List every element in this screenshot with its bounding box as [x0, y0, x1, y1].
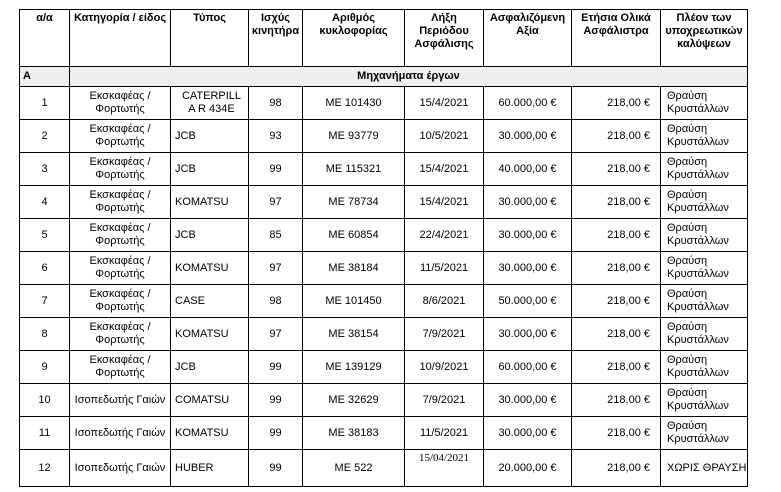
header-aa: α/α [20, 10, 70, 67]
cell-expiry: 15/4/2021 [405, 153, 484, 186]
cell-type [171, 186, 249, 219]
cell-type-line1: COMATSU [175, 393, 230, 406]
table-row [20, 120, 748, 153]
cell-expiry: 11/5/2021 [405, 417, 484, 450]
cell-power: 99 [249, 384, 303, 417]
cell-insured-value: 30.000,00 € [484, 252, 572, 285]
cell-type [171, 252, 249, 285]
cell-insured-value: 50.000,00 € [484, 285, 572, 318]
cell-plate: ΜΕ 38154 [303, 318, 405, 351]
cell-aa: 2 [20, 120, 70, 153]
header-power: Ισχύς κινητήρα [249, 10, 303, 67]
cell-type [171, 450, 249, 487]
cell-extra-coverage: Θραύση Κρυστάλλων [661, 417, 748, 450]
cell-aa: 8 [20, 318, 70, 351]
cell-insured-value: 30.000,00 € [484, 186, 572, 219]
cell-plate: ΜΕ 139129 [303, 351, 405, 384]
cell-expiry: 10/9/2021 [405, 351, 484, 384]
cell-extra-coverage: Θραύση Κρυστάλλων [661, 384, 748, 417]
cell-aa: 11 [20, 417, 70, 450]
cell-type-line1: KOMATSU [175, 426, 229, 439]
cell-type [171, 417, 249, 450]
cell-premium: 218,00 € [572, 87, 661, 120]
cell-type [171, 351, 249, 384]
cell-plate: ΜΕ 38184 [303, 252, 405, 285]
table-row [20, 384, 748, 417]
cell-extra-coverage: Θραύση Κρυστάλλων [661, 285, 748, 318]
cell-expiry: 7/9/2021 [405, 318, 484, 351]
cell-plate: ΜΕ 101450 [303, 285, 405, 318]
cell-extra-coverage: Θραύση Κρυστάλλων [661, 153, 748, 186]
table-row [20, 219, 748, 252]
cell-type-line1: JCB [175, 360, 196, 373]
cell-power: 97 [249, 252, 303, 285]
cell-power: 97 [249, 186, 303, 219]
cell-power: 99 [249, 417, 303, 450]
cell-extra-coverage: Θραύση Κρυστάλλων [661, 318, 748, 351]
cell-extra-coverage: Θραύση Κρυστάλλων [661, 219, 748, 252]
insurance-table [19, 9, 748, 487]
cell-category: Εκσκαφέας / Φορτωτής [70, 186, 171, 219]
cell-power: 99 [249, 153, 303, 186]
header-plate: Αριθμός κυκλοφορίας [303, 10, 405, 67]
cell-insured-value: 40.000,00 € [484, 153, 572, 186]
cell-premium: 218,00 € [572, 417, 661, 450]
cell-power: 93 [249, 120, 303, 153]
cell-premium: 218,00 € [572, 153, 661, 186]
cell-insured-value: 30.000,00 € [484, 318, 572, 351]
cell-power: 98 [249, 87, 303, 120]
cell-aa: 10 [20, 384, 70, 417]
cell-aa: 1 [20, 87, 70, 120]
cell-type [171, 285, 249, 318]
cell-category: Εκσκαφέας / Φορτωτής [70, 252, 171, 285]
table-row [20, 450, 748, 487]
table-row [20, 87, 748, 120]
group-row [20, 67, 748, 87]
cell-plate: ΜΕ 32629 [303, 384, 405, 417]
cell-plate: ΜΕ 38183 [303, 417, 405, 450]
cell-category: Εκσκαφέας / Φορτωτής [70, 351, 171, 384]
insurance-table-container [19, 9, 747, 487]
cell-extra-coverage: Θραύση Κρυστάλλων [661, 87, 748, 120]
cell-type [171, 219, 249, 252]
cell-plate: ΜΕ 60854 [303, 219, 405, 252]
cell-extra-coverage: Θραύση Κρυστάλλων [661, 120, 748, 153]
table-row [20, 318, 748, 351]
header-type: Τύπος [171, 10, 249, 67]
cell-power: 85 [249, 219, 303, 252]
cell-plate: ΜΕ 115321 [303, 153, 405, 186]
cell-premium: 218,00 € [572, 219, 661, 252]
cell-type-line2: A R 434E [188, 103, 235, 115]
cell-insured-value: 30.000,00 € [484, 120, 572, 153]
header-expiry: Λήξη Περιόδου Ασφάλισης [405, 10, 484, 67]
cell-premium: 218,00 € [572, 318, 661, 351]
cell-type-line1: CATERPILL [181, 90, 242, 102]
cell-type [171, 153, 249, 186]
cell-insured-value: 30.000,00 € [484, 384, 572, 417]
cell-category: Ισοπεδωτής Γαιών [70, 450, 171, 487]
cell-premium: 218,00 € [572, 186, 661, 219]
cell-category: Εκσκαφέας / Φορτωτής [70, 153, 171, 186]
cell-type [171, 87, 249, 120]
cell-category: Εκσκαφέας / Φορτωτής [70, 219, 171, 252]
cell-expiry: 15/04/2021 [405, 450, 484, 487]
cell-category: Εκσκαφέας / Φορτωτής [70, 87, 171, 120]
cell-type-line1: JCB [175, 228, 196, 241]
cell-expiry: 15/4/2021 [405, 186, 484, 219]
cell-power: 98 [249, 285, 303, 318]
cell-extra-coverage: Θραύση Κρυστάλλων [661, 186, 748, 219]
cell-type-line1: HUBER [175, 461, 214, 474]
cell-category: Εκσκαφέας / Φορτωτής [70, 120, 171, 153]
cell-plate: ΜΕ 93779 [303, 120, 405, 153]
cell-premium: 218,00 € [572, 384, 661, 417]
header-row [20, 10, 748, 67]
cell-category: Εκσκαφέας / Φορτωτής [70, 318, 171, 351]
header-category: Κατηγορία / είδος [70, 10, 171, 67]
cell-type-line1: JCB [175, 129, 196, 142]
cell-power: 99 [249, 351, 303, 384]
cell-power: 97 [249, 318, 303, 351]
cell-type [171, 318, 249, 351]
cell-plate: ΜΕ 78734 [303, 186, 405, 219]
cell-expiry: 22/4/2021 [405, 219, 484, 252]
cell-type-line1: KOMATSU [175, 195, 229, 208]
cell-type-line1: CASE [175, 294, 205, 307]
cell-plate: ΜΕ 101430 [303, 87, 405, 120]
cell-category: Ισοπεδωτής Γαιών [70, 417, 171, 450]
header-extra-coverage: Πλέον των υποχρεωτικών καλύψεων [661, 10, 748, 67]
header-insured-value: Ασφαλιζόμενη Αξία [484, 10, 572, 67]
table-row [20, 417, 748, 450]
cell-insured-value: 60.000,00 € [484, 351, 572, 384]
cell-aa: 6 [20, 252, 70, 285]
cell-type [171, 384, 249, 417]
cell-category: Ισοπεδωτής Γαιών [70, 384, 171, 417]
cell-power: 99 [249, 450, 303, 487]
cell-insured-value: 30.000,00 € [484, 417, 572, 450]
table-row [20, 351, 748, 384]
cell-type-line1: JCB [175, 162, 196, 175]
cell-aa: 7 [20, 285, 70, 318]
table-row [20, 252, 748, 285]
cell-type-line1: KOMATSU [175, 261, 229, 274]
table-row [20, 153, 748, 186]
cell-insured-value: 60.000,00 € [484, 87, 572, 120]
cell-expiry: 11/5/2021 [405, 252, 484, 285]
table-row [20, 285, 748, 318]
cell-insured-value: 30.000,00 € [484, 219, 572, 252]
cell-expiry: 15/4/2021 [405, 87, 484, 120]
cell-expiry: 10/5/2021 [405, 120, 484, 153]
group-title: Μηχανήματα έργων [70, 67, 748, 87]
cell-plate: ΜΕ 522 [303, 450, 405, 487]
cell-aa: 3 [20, 153, 70, 186]
cell-type [171, 120, 249, 153]
cell-extra-coverage: ΧΩΡΙΣ ΘΡΑΥΣΗ [661, 450, 748, 487]
cell-premium: 218,00 € [572, 450, 661, 487]
cell-expiry: 8/6/2021 [405, 285, 484, 318]
cell-aa: 12 [20, 450, 70, 487]
cell-type-line1: KOMATSU [175, 327, 229, 340]
table-row [20, 186, 748, 219]
group-code: Α [20, 67, 70, 87]
cell-extra-coverage: Θραύση Κρυστάλλων [661, 351, 748, 384]
cell-premium: 218,00 € [572, 120, 661, 153]
header-premium: Ετήσια Ολικά Ασφάλιστρα [572, 10, 661, 67]
cell-expiry: 7/9/2021 [405, 384, 484, 417]
cell-premium: 218,00 € [572, 351, 661, 384]
cell-extra-coverage: Θραύση Κρυστάλλων [661, 252, 748, 285]
cell-category: Εκσκαφέας / Φορτωτής [70, 285, 171, 318]
cell-aa: 4 [20, 186, 70, 219]
cell-insured-value: 20.000,00 € [484, 450, 572, 487]
cell-aa: 5 [20, 219, 70, 252]
cell-premium: 218,00 € [572, 252, 661, 285]
cell-aa: 9 [20, 351, 70, 384]
cell-premium: 218,00 € [572, 285, 661, 318]
